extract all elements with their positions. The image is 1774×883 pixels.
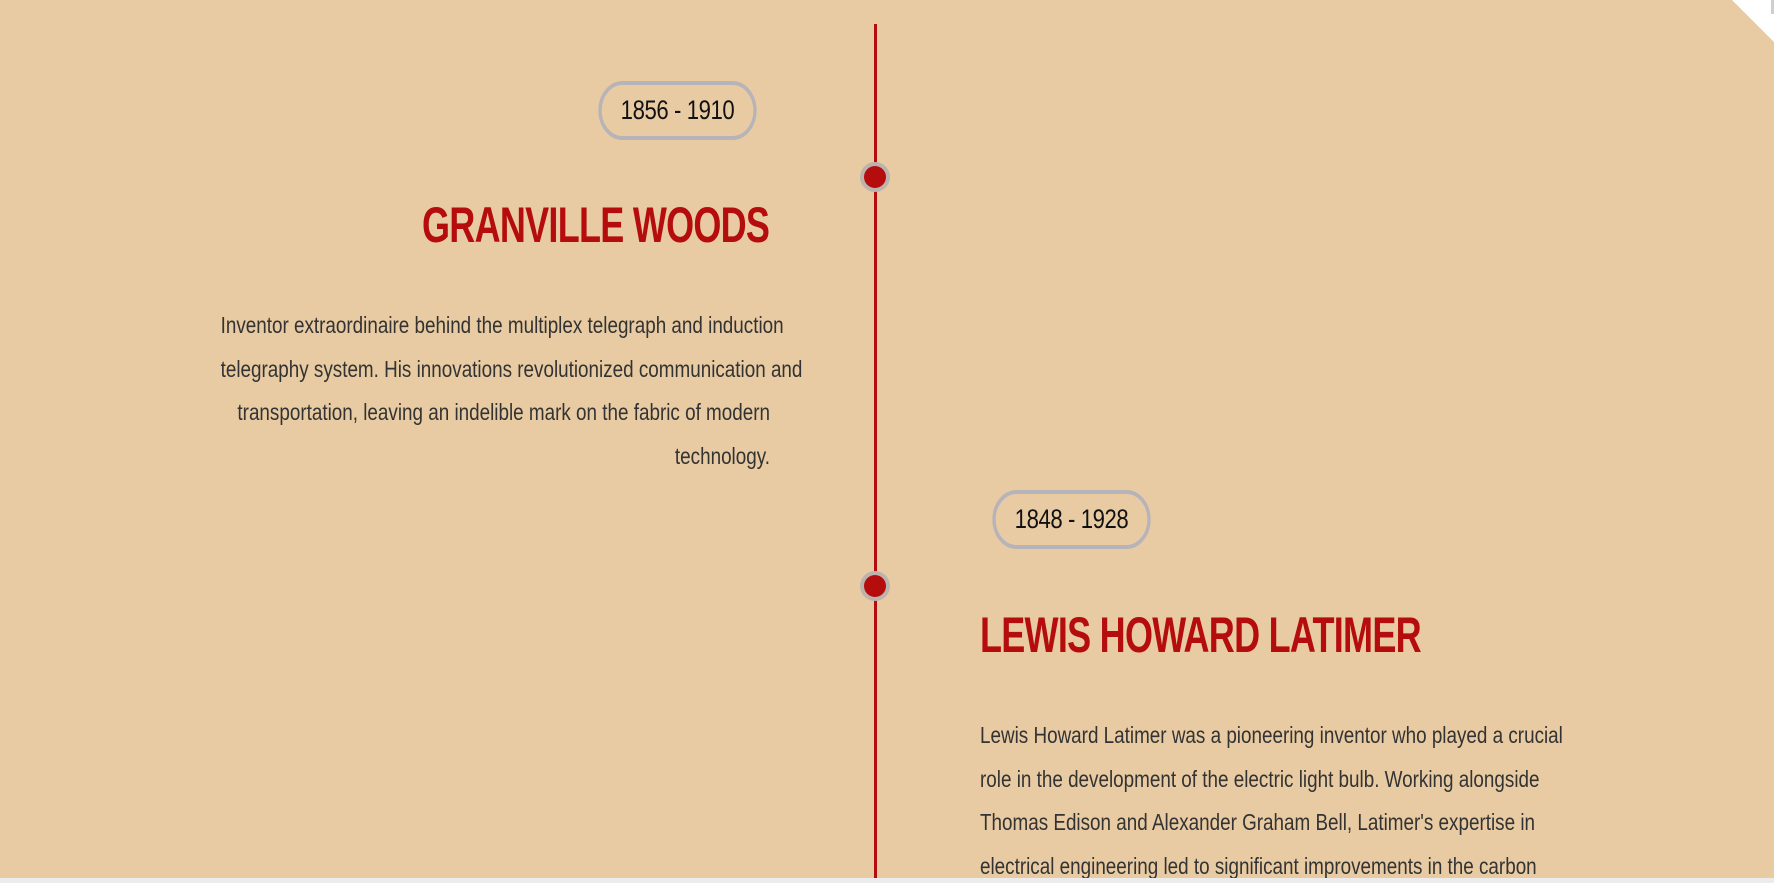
description-granville-woods (100, 304, 803, 478)
timeline-line (874, 24, 877, 883)
heading-lewis-latimer: LEWIS HOWARD LATIMER (980, 607, 1421, 663)
description-line: electrical engineering led to significant improvements in the carbon (980, 852, 1537, 879)
description-lewis-latimer (980, 714, 1660, 883)
description-line: Lewis Howard Latimer was a pioneering inventor who played a crucial (980, 722, 1563, 748)
description-line: Inventor extraordinaire behind the multiplex telegraph and induction (220, 312, 784, 338)
page-corner-fold (1732, 0, 1774, 42)
heading-granville-woods: GRANVILLE WOODS (421, 197, 769, 253)
horizontal-scrollbar[interactable] (0, 878, 1774, 883)
timeline-dot-lewis-latimer (864, 575, 886, 597)
description-line: telegraphy system. His innovations revolutionized communication and (220, 355, 803, 382)
description-line: technology. (674, 442, 770, 469)
date-badge-label: 1848 - 1928 (1014, 504, 1129, 534)
date-badge-label: 1856 - 1910 (620, 95, 735, 125)
date-badge-granville-woods (598, 81, 756, 140)
description-line: role in the development of the electric light bulb. Working alongside (980, 765, 1540, 792)
description-line: transportation, leaving an indelible mark on the fabric of modern (237, 399, 770, 425)
description-line: Thomas Edison and Alexander Graham Bell, Latimer's expertise in (980, 809, 1536, 835)
timeline-dot-granville-woods (864, 166, 886, 188)
date-badge-lewis-latimer (992, 490, 1150, 549)
